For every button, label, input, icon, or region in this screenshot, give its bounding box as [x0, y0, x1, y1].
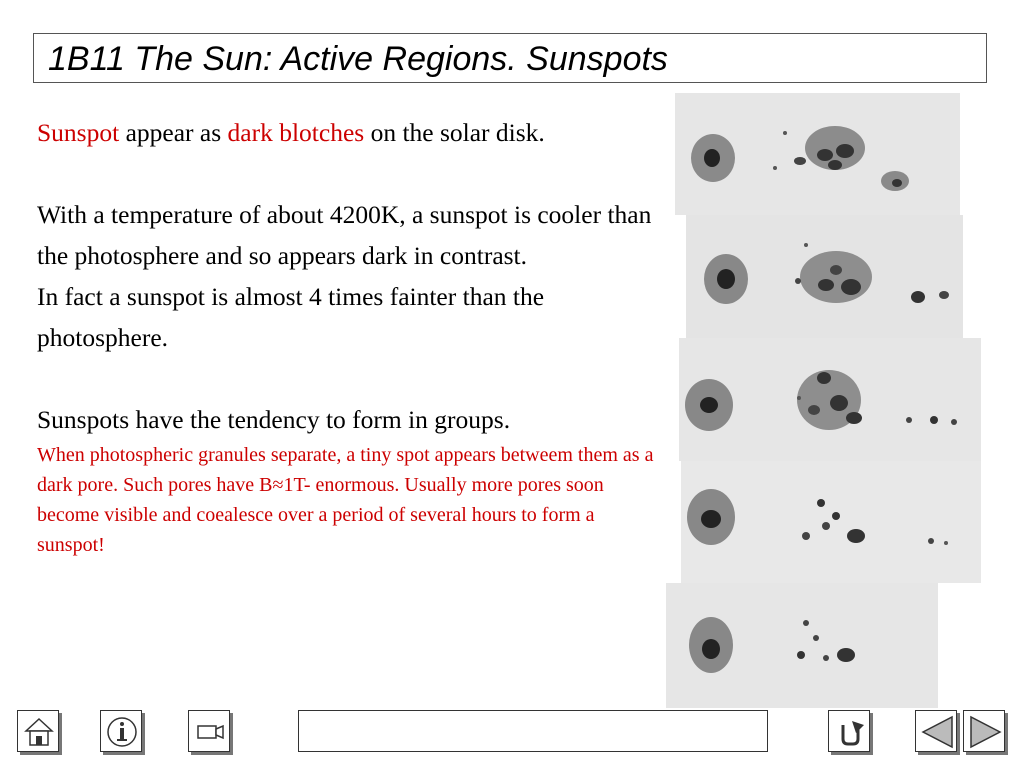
text-segment: on the solar disk. — [364, 118, 545, 147]
sunspot-frame-1 — [675, 93, 960, 215]
sunspot-frame-5 — [666, 583, 938, 708]
sunspot-frame-2 — [686, 215, 963, 338]
slide-body — [37, 112, 657, 560]
sunspot-frame-3 — [679, 338, 981, 461]
paragraph-pores: When photospheric granules separate, a tiny spot appears betweem them as a dark pore. Such pores have B≈1T- enormous. Usually more pores soon become visible and coealesce over a period of several hours to form a sunspot! — [37, 444, 654, 556]
slide-search-field[interactable] — [298, 710, 768, 752]
paragraph-fainter: In fact a sunspot is almost 4 times fainter than the photosphere. — [37, 282, 545, 352]
previous-icon — [916, 711, 958, 753]
sunspot-image-sequence — [666, 93, 984, 708]
camera-icon — [189, 711, 231, 753]
title-box — [33, 33, 987, 83]
info-button[interactable] — [100, 710, 142, 752]
return-icon — [829, 711, 871, 753]
paragraph-sunspot-appearance — [37, 112, 657, 153]
return-button[interactable] — [828, 710, 870, 752]
paragraph-groups: Sunspots have the tendency to form in groups. — [37, 405, 511, 434]
page-title: 1B11 The Sun: Active Regions. Sunspots — [48, 40, 668, 78]
text-segment: appear as — [119, 118, 228, 147]
sunspot-frame-4 — [681, 461, 981, 583]
camera-button[interactable] — [188, 710, 230, 752]
term-sunspot: Sunspot — [37, 118, 120, 147]
home-button[interactable] — [17, 710, 59, 752]
info-icon — [101, 711, 143, 753]
term-dark-blotches: dark blotches — [227, 118, 365, 147]
next-icon — [964, 711, 1006, 753]
home-icon — [18, 711, 60, 753]
paragraph-temperature: With a temperature of about 4200K, a sunspot is cooler than the photosphere and so appears dark in contrast. — [37, 200, 652, 270]
navigation-toolbar — [0, 706, 1024, 768]
previous-button[interactable] — [915, 710, 957, 752]
next-button[interactable] — [963, 710, 1005, 752]
